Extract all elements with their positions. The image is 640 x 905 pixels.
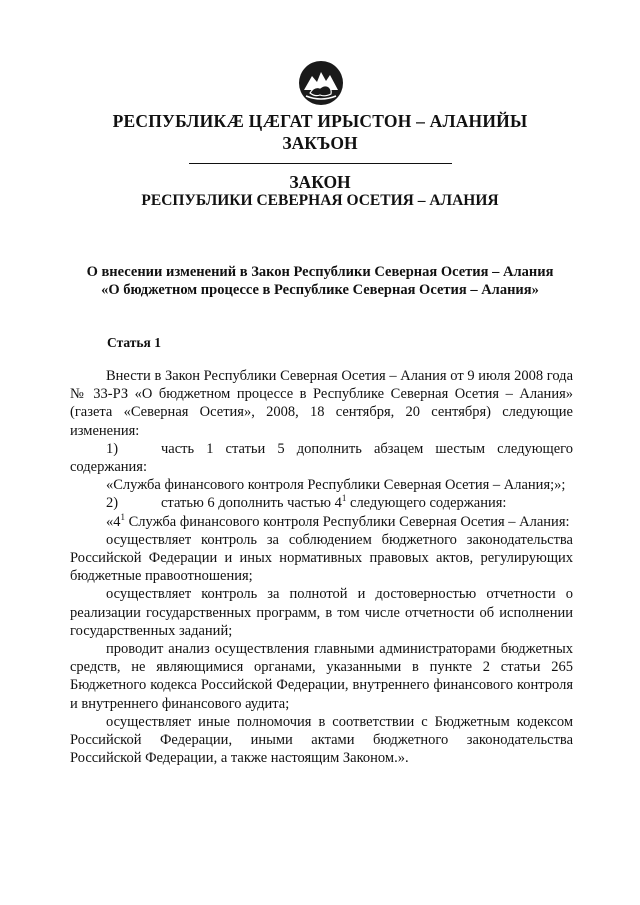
law-subject xyxy=(0,263,640,299)
item-2-text-a: статью 6 дополнить частью 4 xyxy=(161,495,342,512)
part-prefix: «4 xyxy=(106,513,121,530)
part-superscript: 1 xyxy=(120,511,125,522)
item-1 xyxy=(70,440,573,476)
title-ossetian: РЕСПУБЛИКӔ ЦӔГАТ ИРЫСТОН – АЛАНИЙЫ xyxy=(112,111,528,131)
item-2 xyxy=(70,494,573,512)
duty-3: проводит анализ осуществления главными администраторами бюджетных средств, не являющимися органами, указанными в пункте 2 статьи 265 Бюджетного кодекса Российской Федерации, внутреннего финансового контроля и внутреннего финансового аудита; xyxy=(70,641,573,712)
item-1-number: 1) xyxy=(106,440,119,457)
issuer-title: РЕСПУБЛИКИ СЕВЕРНАЯ ОСЕТИЯ – АЛАНИЯ xyxy=(141,192,499,209)
article-body xyxy=(70,367,573,767)
subject-line-1: О внесении изменений в Закон Республики Северная Осетия – Алания xyxy=(86,264,554,280)
duty-2: осуществляет контроль за полнотой и достоверностью отчетности о реализации государственных программ, в том числе отчетности об исполнении государственных заданий; xyxy=(70,586,573,639)
coat-of-arms-icon xyxy=(298,60,344,106)
part-title-text: Служба финансового контроля Республики Северная Осетия – Алания: xyxy=(125,513,570,530)
item-1-quote: «Служба финансового контроля Республики Северная Осетия – Алания;»; xyxy=(106,477,566,494)
item-1-text: часть 1 статьи 5 дополнить абзацем шестым следующего содержания: xyxy=(70,440,573,476)
doc-type-ossetian: ЗАКЪОН xyxy=(282,133,358,153)
header-divider xyxy=(189,163,452,164)
article-heading: Статья 1 xyxy=(107,335,161,350)
doc-type: ЗАКОН xyxy=(289,172,351,192)
subject-line-2: «О бюджетном процессе в Республике Северная Осетия – Алания» xyxy=(101,282,539,298)
article-intro: Внести в Закон Республики Северная Осетия – Алания от 9 июля 2008 года № 33-РЗ «О бюджетном процессе в Республике Северная Осетия – Алания» (газета «Северная Осетия», 2008, 18 сентября, 20 сентября) следующие изменения: xyxy=(70,368,573,439)
part-title xyxy=(70,513,573,531)
duty-4: осуществляет иные полномочия в соответствии с Бюджетным кодексом Российской Федерации, иными актами бюджетного законодательства Российской Федерации, а также настоящим Законом.». xyxy=(70,713,573,767)
duty-1: осуществляет контроль за соблюдением бюджетного законодательства Российской Федерации и иных нормативных правовых актов, регулирующих бюджетные правоотношения; xyxy=(70,531,573,585)
item-2-superscript: 1 xyxy=(341,493,347,504)
item-2-number: 2) xyxy=(106,495,119,512)
item-2-text-b: следующего содержания: xyxy=(346,495,507,512)
